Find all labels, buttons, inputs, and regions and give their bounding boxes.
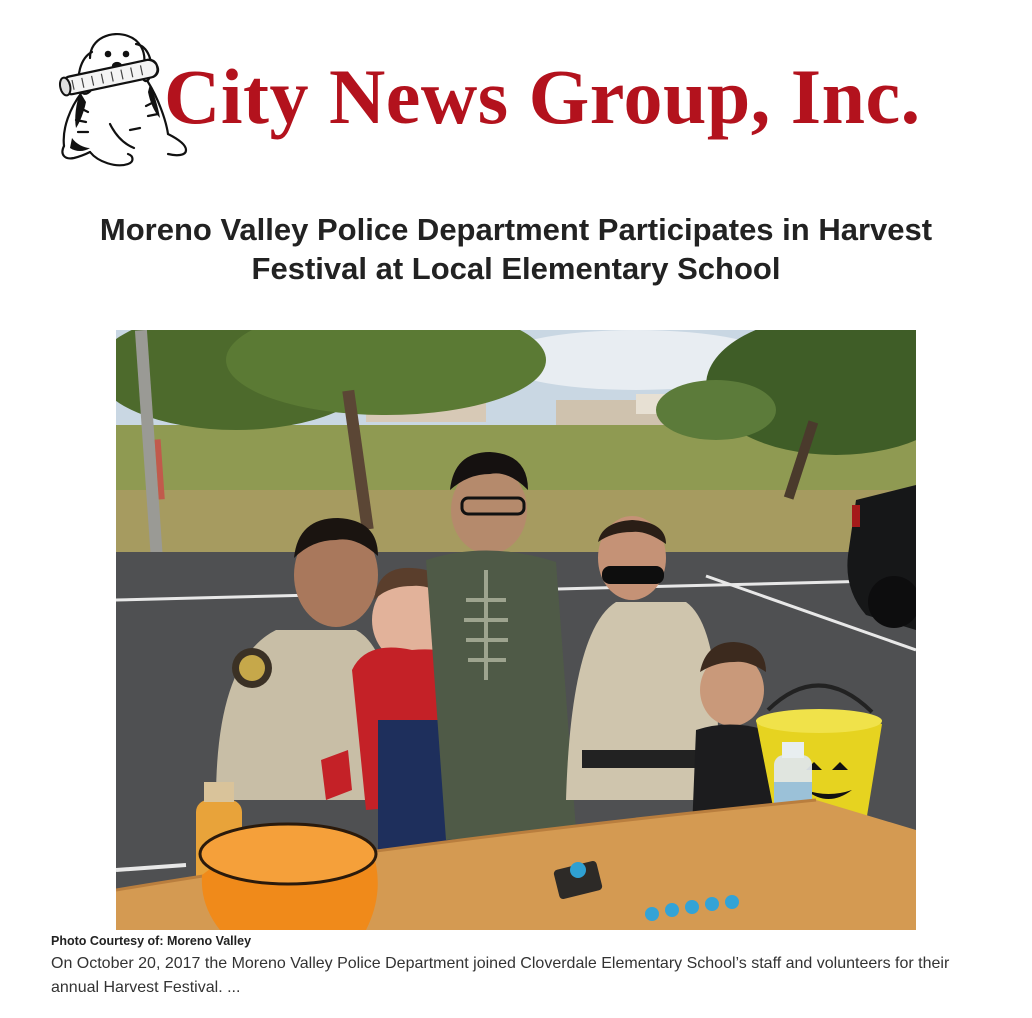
article-excerpt: On October 20, 2017 the Moreno Valley Police Department joined Cloverdale Elementary School’s staff and volunteers for their annual Harvest Festival. ... [51, 955, 950, 996]
article-photo[interactable] [116, 330, 916, 930]
brand-name[interactable]: City News Group, Inc. [164, 53, 921, 140]
photo-caption: Photo Courtesy of: Moreno Valley [51, 934, 252, 948]
article-headline[interactable]: Moreno Valley Police Department Participates in Harvest Festival at Local Elementary School [99, 212, 933, 286]
masthead [50, 28, 980, 178]
